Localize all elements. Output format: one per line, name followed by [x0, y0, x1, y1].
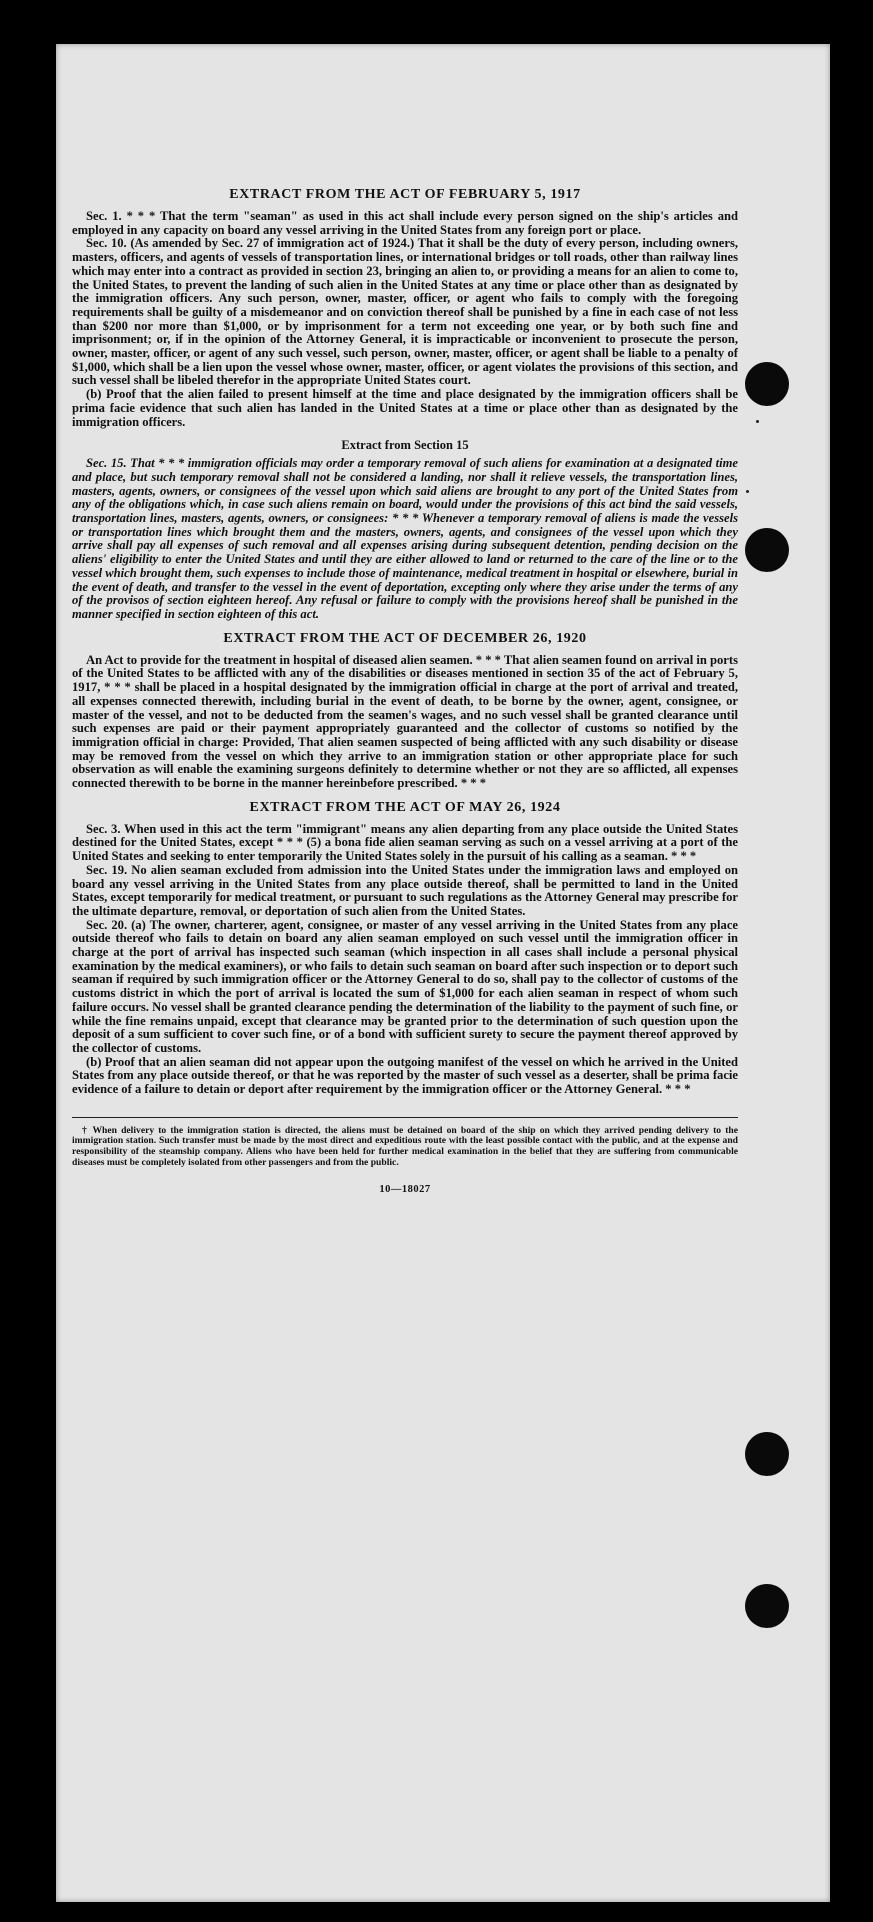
paragraph-sec-3: Sec. 3. When used in this act the term "immigrant" means any alien departing from any place outside the United States destined for the United States, except * * * (5) a bona fide alien seaman serving as such on a vessel arriving at a port of the United States and seeking to enter temporarily the United States solely in the pursuit of his calling as a seaman. * * *: [72, 821, 738, 864]
paragraph-sec-19: Sec. 19. No alien seaman excluded from admission into the United States under the immigration laws and employed on board any vessel arriving in the United States from any place outside thereof, shall be permitted to land in the United States, except temporarily for medical treatment, or pursuant to such regulations as the Attorney General may prescribe for the ultimate departure, removal, or deportation of such alien from the United States.: [72, 862, 738, 918]
paragraph-act-1920: An Act to provide for the treatment in hospital of diseased alien seamen. * * * That alien seamen found on arrival in ports of the United States to be afflicted with any of the disabilities or diseases mentioned in section 35 of the act of February 5, 1917, * * * shall be placed in a hospital designated by the immigration official in charge at the port of arrival and treated, all expenses connected therewith, including burial in the event of death, to be borne by the owner, agent, consignee, or master of the vessel, and not to be deducted from the seamen's wages, and no such vessel shall be granted clearance until such expenses are paid or their payment appropriately guaranteed and the collector of customs so notified by the immigration official in charge: Provided, That alien seamen suspected of being afflicted with any such disability or disease may be removed from the vessel on which they arrive to an immigration station or other appropriate place for such observation as will enable the examining surgeons definitely to determine whether or not they are so afflicted, all expenses connected therewith to be borne in the manner hereinbefore prescribed. * * *: [72, 652, 738, 791]
paragraph-sec-15: Sec. 15. That * * * immigration officials may order a temporary removal of such aliens for examination at a designated time and place, but such temporary removal shall not be considered a landing, nor shall it relieve vessels, the transportation lines, masters, agents, owners, or consignees of the vessel upon which said aliens are brought to any port of the United States from any of the obligations which, in case such aliens remain on board, would under the provisions of this act bind the said vessels, transportation lines, masters, agents, owners, or consignees: * * * Whenever a temporary removal of aliens is made the vessels or transportation lines which brought them and the masters, owners, agents, and consignees of the vessel upon which they arrive shall pay all expenses of such removal and all expenses arising during subsequent detention, pending decision on the aliens' eligibility to enter the United States and until they are either allowed to land or returned to the care of the line or to the vessel which brought them, such expenses to include those of maintenance, medical treatment in hospital or elsewhere, burial in the event of death, and transfer to the vessel in the event of deportation, excepting only where they arise under the terms of any of the provisos of section eighteen hereof. Any refusal or failure to comply with the provisions hereof shall be punished in the manner specified in section eighteen of this act.: [72, 456, 738, 621]
paragraph-sec-10: Sec. 10. (As amended by Sec. 27 of immigration act of 1924.) That it shall be the duty of every person, including owners, masters, officers, and agents of vessels of transportation lines, or international bridges or toll roads, other than railway lines which may enter into a contract as provided in section 23, bringing an alien to, or providing a means for an alien to come to, the United States, to prevent the landing of such alien in the United States at any time or place other than as designated by the immigration officers. Any such person, owner, master, officer, or agent who fails to comply with the foregoing requirements shall be guilty of a misdemeanor and on conviction thereof shall be punished by a fine in each case of not less than $200 nor more than $1,000, or by imprisonment for a term not exceeding one year, or by both such fine and imprisonment; or, if in the opinion of the Attorney General, it is impracticable or inconvenient to prosecute the person, owner, master, officer, or agent of any such vessel, such person, owner, master, officer, or agent shall be liable to a penalty of $1,000, which shall be a lien upon the vessel whose owner, master, officer, or agent violates the provisions of this section, and such vessel shall be libeled therefor in the appropriate United States court.: [72, 236, 738, 388]
punch-hole: [745, 1432, 789, 1476]
section-heading-may-1924: EXTRACT FROM THE ACT OF MAY 26, 1924: [249, 799, 561, 815]
paragraph-sec-20-b: (b) Proof that an alien seaman did not appear upon the outgoing manifest of the vessel on which he arrived in the United States from any place outside thereof, or that he was reported by the master of such vessel as a deserter, shall be prima facie evidence of a failure to detain or deport after requirement by the immigration officer or the Attorney General. * * *: [72, 1054, 738, 1097]
footnote: † When delivery to the immigration station is directed, the aliens must be detained on board of the ship on which they arrived pending delivery to the immigration station. Such transfer must be made by the most direct and expeditious route with the least possible contact with the public, and at the expense and responsibility of the steamship company. Aliens who have been held for further medical examination in the belief that they are suffering from communicable diseases must be completely isolated from other passengers and from the public.: [72, 1124, 738, 1168]
section-feb-1917: [72, 210, 738, 429]
section-heading-dec-1920: EXTRACT FROM THE ACT OF DECEMBER 26, 1920: [223, 630, 587, 646]
section-subheading-sec-15: Extract from Section 15: [341, 438, 469, 453]
section-dec-1920: [72, 654, 738, 791]
punch-hole: [745, 362, 789, 406]
paper-speck: [756, 420, 759, 423]
footnote-divider: [72, 1117, 738, 1118]
section-may-1924: [72, 823, 738, 1097]
section-sec-15: [72, 457, 738, 621]
document-body: [72, 186, 738, 1195]
paragraph-sec-10-b: (b) Proof that the alien failed to present himself at the time and place designated by the immigration officers shall be prima facie evidence that such alien has landed in the United States at a time or place other than as designated by the immigration officers.: [72, 387, 738, 429]
punch-hole: [745, 528, 789, 572]
paragraph-sec-1: Sec. 1. * * * That the term "seaman" as used in this act shall include every person signed on the ship's articles and employed in any capacity on board any vessel arriving in the United States from any foreign port or place.: [72, 209, 738, 237]
form-number: 10—18027: [379, 1184, 431, 1196]
section-heading-feb-1917: EXTRACT FROM THE ACT OF FEBRUARY 5, 1917: [229, 187, 581, 202]
paper-speck: [746, 490, 749, 493]
paragraph-sec-20-a: Sec. 20. (a) The owner, charterer, agent, consignee, or master of any vessel arriving in the United States from any place outside thereof who fails to detain on board any alien seaman employed on such vessel until the immigration officer in charge at the port of arrival has inspected such seaman (which inspection in all cases shall include a personal physical examination by the medical examiners), or who fails to detain such seaman on board after such inspection or to deport such seaman if required by such immigration officer or the Attorney General to do so, shall pay to the collector of customs of the customs district in which the port of arrival is located the sum of $1,000 for each alien seaman in respect of whom such failure occurs. No vessel shall be granted clearance pending the determination of the liability to the payment of such fine, or while the fine remains unpaid, except that clearance may be granted prior to the determination of such question upon the deposit of a sum sufficient to cover such fine, or of a bond with sufficient surety to secure the payment thereof approved by the collector of customs.: [72, 917, 738, 1055]
punch-hole: [745, 1584, 789, 1628]
